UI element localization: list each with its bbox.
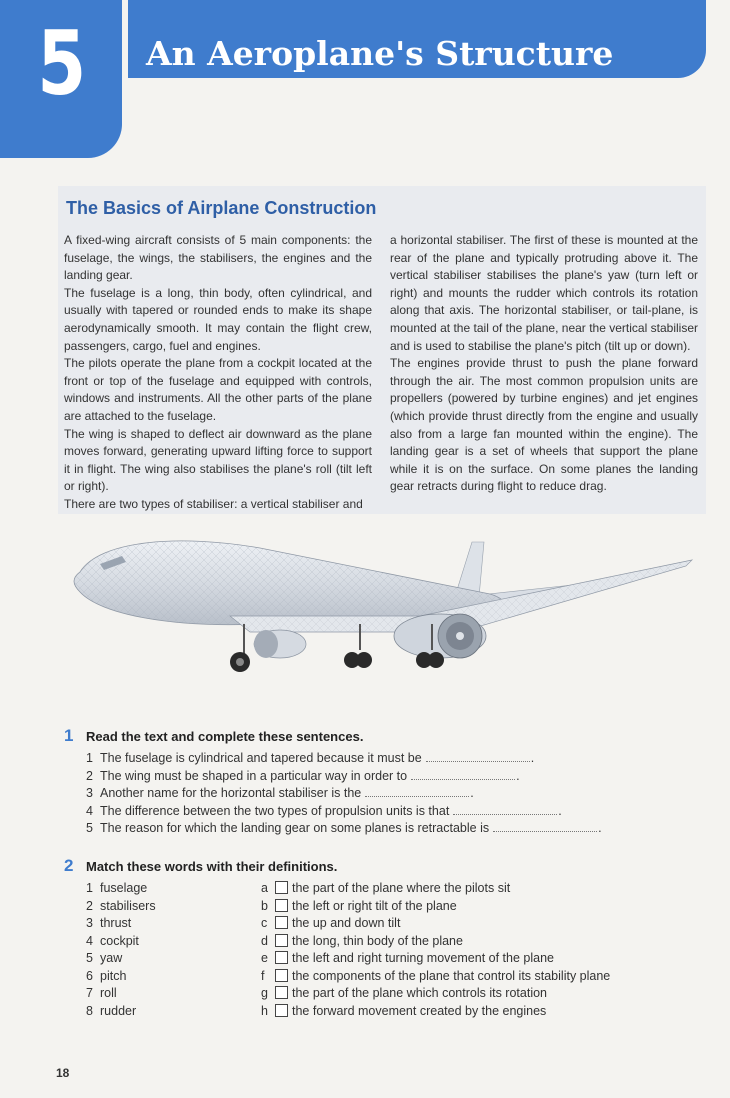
answer-checkbox[interactable] xyxy=(275,986,288,999)
airplane-illustration xyxy=(60,520,706,690)
unit-number-box xyxy=(0,0,122,158)
definition-item xyxy=(261,968,681,986)
definition-item xyxy=(261,898,681,916)
paragraph: A fixed-wing aircraft consists of 5 main components: the fuselage, the wings, the stabilisers, the engines and the landing gear. xyxy=(64,233,372,283)
exercise-1-heading xyxy=(64,726,363,746)
paragraph: The pilots operate the plane from a cockpit located at the front or top of the fuselage and equipped with controls, windows and instruments. All the other parts of the plane are attached to the fuselage. xyxy=(64,356,372,423)
answer-blank[interactable] xyxy=(365,785,469,797)
item-letter: b xyxy=(261,898,268,913)
definition-text: the part of the plane which controls its rotation xyxy=(292,986,548,1000)
answer-checkbox[interactable] xyxy=(275,916,288,929)
item-letter: f xyxy=(261,968,265,983)
item-number: 6 xyxy=(86,968,93,983)
word-item xyxy=(86,968,286,986)
item-number: 5 xyxy=(86,821,93,835)
item-letter: g xyxy=(261,986,268,1000)
article-right-column xyxy=(390,232,698,496)
article-title: The Basics of Airplane Construction xyxy=(66,198,377,218)
exercise-1-number: 1 xyxy=(64,726,74,745)
word-text: pitch xyxy=(100,968,127,983)
word-text: thrust xyxy=(100,916,132,930)
answer-blank[interactable] xyxy=(426,750,530,762)
item-number: 1 xyxy=(86,751,93,765)
item-number: 1 xyxy=(86,881,93,895)
sentence-item: 5 The reason for which the landing gear on some planes is retractable is . xyxy=(86,820,646,838)
item-letter: a xyxy=(261,881,268,895)
paragraph: a horizontal stabiliser. The first of these is mounted at the rear of the plane and typically protruding above it. The vertical stabiliser stabilises the plane's yaw (turn left or right) and mounts the rudder which controls its rotation along that axis. The horizontal stabiliser, or tail-plane, is mounted at the tail of the plane, near the vertical stabiliser and is used to stabilise the plane's pitch (tilt up or down). xyxy=(390,233,698,353)
sentence-item: 2 The wing must be shaped in a particular way in order to . xyxy=(86,768,646,786)
definition-text: the components of the plane that control its stability plane xyxy=(292,968,611,983)
sentence-text: The fuselage is cylindrical and tapered because it must be xyxy=(100,751,422,765)
page-number: 18 xyxy=(56,1066,70,1080)
item-number: 3 xyxy=(86,786,93,800)
article-left-column xyxy=(64,232,372,514)
sentence-item: 4 The difference between the two types of propulsion units is that . xyxy=(86,803,646,821)
answer-checkbox[interactable] xyxy=(275,951,288,964)
word-text: stabilisers xyxy=(100,898,156,913)
word-item xyxy=(86,898,286,916)
sentence-text: Another name for the horizontal stabiliser is the xyxy=(100,786,362,800)
sentence-text: The wing must be shaped in a particular way in order to xyxy=(100,768,408,783)
answer-blank[interactable] xyxy=(493,820,597,832)
definition-text: the left and right turning movement of the plane xyxy=(292,951,554,965)
answer-checkbox[interactable] xyxy=(275,899,288,912)
title-band xyxy=(128,0,706,78)
word-item xyxy=(86,985,286,1003)
definition-item xyxy=(261,880,681,898)
word-item xyxy=(86,950,286,968)
answer-checkbox[interactable] xyxy=(275,934,288,947)
sentence-item: 1 The fuselage is cylindrical and tapered because it must be . xyxy=(86,750,646,768)
definition-text: the long, thin body of the plane xyxy=(292,933,463,948)
definition-item xyxy=(261,950,681,968)
definition-item xyxy=(261,985,681,1003)
answer-checkbox[interactable] xyxy=(275,969,288,982)
definition-text: the up and down tilt xyxy=(292,916,401,930)
paragraph: There are two types of stabiliser: a vertical stabiliser and xyxy=(64,496,363,511)
word-item xyxy=(86,880,286,898)
exercise-2-heading xyxy=(64,856,337,876)
item-number: 4 xyxy=(86,933,93,948)
page-title: An Aeroplane's Structure xyxy=(146,34,614,73)
definition-item xyxy=(261,1003,681,1021)
sentence-item: 3 Another name for the horizontal stabiliser is the . xyxy=(86,785,646,803)
word-text: yaw xyxy=(100,951,123,965)
item-number: 4 xyxy=(86,803,93,818)
answer-blank[interactable] xyxy=(411,768,515,780)
sentence-text: The reason for which the landing gear on some planes is retractable is xyxy=(100,821,490,835)
word-text: roll xyxy=(100,986,117,1000)
exercise-2-definitions xyxy=(261,880,681,1020)
item-letter: d xyxy=(261,933,268,948)
item-number: 2 xyxy=(86,768,93,783)
word-text: fuselage xyxy=(100,881,148,895)
word-item xyxy=(86,915,286,933)
definition-text: the left or right tilt of the plane xyxy=(292,898,457,913)
exercise-2-number: 2 xyxy=(64,856,74,875)
sentence-text: The difference between the two types of propulsion units is that xyxy=(100,803,450,818)
exercise-2-instruction: Match these words with their definitions. xyxy=(86,859,338,874)
exercise-1-sentences xyxy=(86,750,646,838)
unit-number: 5 xyxy=(37,12,85,115)
item-number: 7 xyxy=(86,986,93,1000)
item-number: 8 xyxy=(86,1003,93,1018)
answer-checkbox[interactable] xyxy=(275,881,288,894)
item-number: 2 xyxy=(86,898,93,913)
item-number: 5 xyxy=(86,951,93,965)
paragraph: The fuselage is a long, thin body, often cylindrical, and usually with tapered or rounded ends to make its shape aerodynamically smooth. It may contain the flight crew, passengers, cargo, fuel and engines. xyxy=(64,285,372,353)
definition-text: the forward movement created by the engines xyxy=(292,1003,547,1018)
airplane-icon xyxy=(60,520,706,690)
definition-item xyxy=(261,915,681,933)
definition-item xyxy=(261,933,681,951)
word-text: cockpit xyxy=(100,933,139,948)
word-item xyxy=(86,933,286,951)
paragraph: The engines provide thrust to push the plane forward through the air. The most common propulsion units are propellers (powered by turbine engines) and jet engines (which provide thrust directly from the engine and usually also from a large fan mounted within the engine). The landing gear is a set of wheels that support the plane while it is on the surface. On some planes the landing gear retracts during flight to reduce drag. xyxy=(390,356,698,494)
exercise-1-instruction: Read the text and complete these sentences. xyxy=(86,729,364,744)
exercise-2-words xyxy=(86,880,286,1020)
word-text: rudder xyxy=(100,1003,137,1018)
article-panel xyxy=(58,186,706,514)
item-letter: e xyxy=(261,951,268,965)
answer-blank[interactable] xyxy=(453,803,557,815)
definition-text: the part of the plane where the pilots sit xyxy=(292,881,511,895)
paragraph: The wing is shaped to deflect air downward as the plane moves forward, generating upward lifting force to support it in flight. The wing also stabilises the plane's roll (tilt left or right). xyxy=(64,426,372,494)
item-letter: h xyxy=(261,1003,268,1018)
item-letter: c xyxy=(261,916,268,930)
item-number: 3 xyxy=(86,916,93,930)
word-item xyxy=(86,1003,286,1021)
answer-checkbox[interactable] xyxy=(275,1004,288,1017)
